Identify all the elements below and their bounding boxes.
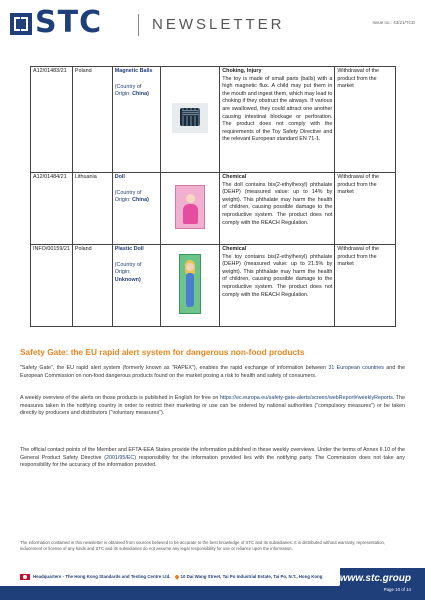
footer-disclaimer: The information contained in this newsletter is obtained from sources believed to be accurate to the best knowledge of STC and its subsidiaries. It is distributed without warranty, representation, inducement or license of any kinds and STC and its subsidiaries do not assume any legal responsibility for use or reliance upon the information. — [20, 540, 386, 552]
stc-logo-mark-icon — [10, 13, 32, 35]
origin-value: China) — [132, 91, 149, 98]
doll-box-photo-icon — [175, 185, 205, 229]
paragraph-contact — [20, 447, 405, 470]
alert-ref: INFO/00159/21 — [31, 245, 73, 327]
alert-description: The toy contains bis(2-ethylhexyl) phthalate (DEHP) (measured value: up to 21.5% by weight). This phthalate may harm the health of children, causing possible damage to the reproductive system. The product does not comply with the REACH Regulation. — [222, 253, 333, 298]
alert-description-cell — [220, 173, 335, 245]
page-header — [0, 0, 425, 46]
alert-description: The doll contains bis(2-ethylhexyl) phthalate (DEHP) (measured value: up to 14% by weight). This phthalate may harm the health of children, causing possible damage to the reproductive system. The product does not comply with the REACH Regulation. — [222, 181, 333, 226]
alert-image-cell — [160, 173, 220, 245]
alert-country: Poland — [72, 67, 112, 173]
text: . The measures taken in the notifying country in order to restrict their marketing or use can be ordered by national authorities ("compulsory measures") or be taken directly by producers and distributors ("voluntary measures"). — [20, 395, 405, 417]
paragraph-intro — [20, 365, 405, 380]
origin-label: (Country of Origin: — [114, 261, 142, 276]
alert-image-cell — [160, 67, 220, 173]
origin-label: (Country of Origin: — [114, 83, 142, 98]
alert-description: The toy is made of small parts (balls) with a high magnetic flux. A child may put them in the mouth and ingest them, which may lead to choking if they obstruct the airways. If various are swallowed, they could attract one another causing intestinal blockage or perforation. The product does not comply with the requirements of the Toy Safety Directive and the relevant European standard EN 71-1. — [222, 75, 333, 143]
table-row — [31, 67, 396, 173]
alert-measure: Withdrawal of the product from the market — [335, 173, 396, 245]
hong-kong-flag-icon — [20, 574, 30, 580]
plastic-doll-photo-icon — [179, 254, 201, 314]
alert-origin — [115, 190, 158, 205]
link-weekly-reports[interactable]: https://ec.europa.eu/safety-gate-alerts/screen/webReport#weeklyReports — [219, 395, 393, 401]
section-title: Safety Gate: the EU rapid alert system for dangerous non-food products — [20, 347, 305, 357]
alert-product-name: Magnetic Balls — [114, 68, 153, 74]
alert-product-name: Plastic Doll — [114, 246, 144, 252]
issue-number: Issue no.: 43/21/TCD — [372, 20, 415, 25]
alert-image-cell — [160, 245, 220, 327]
alert-ref: A12/01483/21 — [31, 67, 73, 173]
table-row — [31, 245, 396, 327]
alert-country: Lithuania — [72, 173, 112, 245]
alert-product-cell — [112, 245, 160, 327]
text: ) responsibility for the information provided lies with the notifying party. The Commission does not take any responsibility for the accuracy of the information provided. — [20, 454, 405, 469]
footer-headquarters — [33, 573, 322, 580]
newsletter-title: NEWSLETTER — [152, 16, 285, 33]
alert-ref: A12/01484/21 — [31, 173, 73, 245]
alert-measure: Withdrawal of the product from the market — [335, 67, 396, 173]
alert-measure: Withdrawal of the product from the market — [335, 245, 396, 327]
alert-origin — [115, 262, 158, 285]
paragraph-weekly — [20, 395, 405, 418]
text: "Safety Gate", the EU rapid alert system (formerly known as "RAPEX"), enables the rapid exchange of information between — [20, 365, 329, 371]
alerts-table — [30, 66, 396, 327]
page-number: Page 10 of 14 — [383, 587, 411, 592]
alert-product-cell — [112, 173, 160, 245]
alert-origin — [115, 84, 158, 99]
footer-url[interactable]: www.stc.group — [339, 573, 411, 584]
alert-description-cell — [220, 67, 335, 173]
magnetic-balls-photo-icon — [172, 103, 208, 133]
header-divider — [138, 14, 139, 36]
link-directive[interactable]: 2001/95/EC — [106, 454, 135, 461]
link-european-countries[interactable]: 31 European countries — [328, 365, 384, 371]
hq-label: Headquarters — [33, 574, 62, 579]
alert-description-cell — [220, 245, 335, 327]
alert-country: Poland — [72, 245, 112, 327]
text: The official contact points of the Member and EFTA-EEA States provide the information published in these weekly overviews. Under the terms of Annex II.10 of the General Product Safety Directive ( — [20, 447, 405, 461]
alert-risk: Chemical — [222, 174, 247, 180]
hq-address: 10 Dai Wang Street, Tai Po Industrial Estate, Tai Po, N.T., Hong Kong — [180, 574, 323, 579]
stc-logo-text: STC — [35, 5, 103, 40]
alert-product-name: Doll — [114, 174, 125, 180]
origin-value: Unknown) — [114, 276, 141, 283]
origin-value: China) — [132, 197, 149, 204]
alert-risk: Chemical — [222, 246, 247, 252]
table-row — [31, 173, 396, 245]
origin-label: (Country of Origin: — [114, 189, 142, 204]
text: A weekly overview of the alerts on those products is published in English for free on — [20, 395, 220, 401]
hq-name: - The Hong Kong Standards and Testing Centre Ltd. — [61, 574, 171, 579]
alert-risk: Choking, Injury — [222, 68, 262, 74]
alert-product-cell — [112, 67, 160, 173]
location-pin-icon — [174, 574, 180, 580]
text: and the European Commission on non-food dangerous products found on the market posing a risk to health and safety of consumers. — [20, 365, 405, 379]
